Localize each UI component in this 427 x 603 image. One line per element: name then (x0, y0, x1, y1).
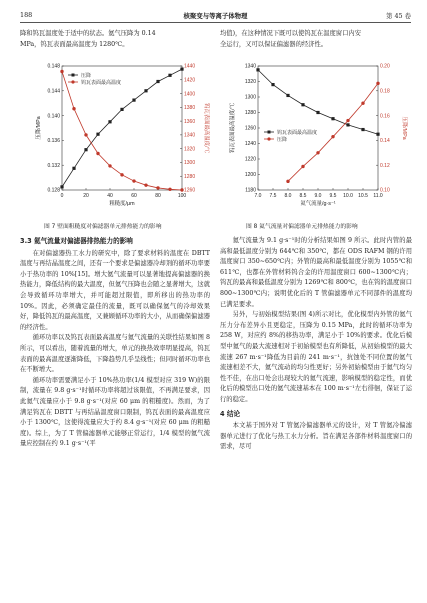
y-right-tick-label: 0.16 (380, 113, 390, 120)
y-right-tick-label: 0.12 (380, 162, 390, 169)
x-tick-label: 20 (83, 193, 89, 199)
legend-marker (268, 131, 271, 134)
data-point (180, 188, 183, 191)
y-left-tick-label: 0.140 (47, 113, 60, 120)
x-axis-label: 氦气流量/g·s⁻¹ (300, 201, 336, 207)
y-right-tick-label: 0.20 (380, 63, 390, 70)
data-point (120, 173, 123, 176)
x-tick-label: 7.0 (254, 193, 262, 199)
legend-marker (267, 137, 270, 140)
y-right-axis-label: 钨瓦表面最高温度/℃ (203, 102, 209, 154)
x-tick-label: 8.0 (284, 193, 292, 199)
paragraph: 循环功率需要满足小于 10%热功率(1/4 模型对应 319 W)的限制，流量在 9.8 g·s⁻¹时循环功率将超过该限值，不再满足要求，因此氦气流量应小于 9.8 g·s⁻¹(对应 60 μm 的粗糙度)。然而，为了满足钨瓦在 DBTT 与再结晶温度窗口限制，钨瓦表面的最高温度应小于 1300℃，这使得流量应大于约 8.4 g·s⁻¹(对应 60 μm 的粗糙度)。综上，为了 T 管偏滤器单元能够正常运行，1/4 模型的氦气流量应控制在约 9.1 g·s⁻¹(平 (20, 376, 210, 448)
y-left-tick-label: 1200 (244, 172, 256, 179)
y-left-tick-label: 1260 (244, 125, 256, 132)
y-left-tick-label: 0.144 (47, 88, 60, 95)
legend-label: 钨瓦表面最高温度 (81, 79, 122, 86)
y-right-tick-label: 1340 (184, 132, 196, 139)
figure-7-chart (34, 58, 210, 218)
data-point (346, 123, 349, 126)
y-left-tick-label: 1300 (244, 94, 256, 101)
data-point (286, 94, 289, 97)
x-tick-label: 40 (107, 193, 113, 199)
legend-marker (72, 74, 75, 77)
x-tick-label: 9.5 (329, 193, 337, 199)
y-left-tick-label: 1340 (244, 63, 256, 70)
paragraph: 在对偏滤器热工水力的研究中，除了要求材料的温度在 DBTT 温度与再结晶温度之间，还有一个要求是偏滤器冷却剂的循环功率要小于热功率的 10%[15]。增大氦气流量可以显著地提高偏滤器的换热能力，降低结构的最大温度，但氦气压降也会随之显著增大，这就会导致循环功率增大，并可能超过限值，即所移出的热功率的 10%。因此，必须确定最佳的流量，既可以确保氦气的冷却效果好，降低钨瓦的最高温度，又兼顾循环功率的大小，从而确保偏滤器的经济性。 (20, 249, 210, 331)
y-right-tick-label: 1360 (184, 118, 196, 125)
data-point (144, 183, 147, 186)
paragraph: 本文基于国外对 T 管氦冷偏滤器单元的设计，对 T 管氦冷偏滤器单元进行了优化与热工水力分析。旨在满足各部件材料温度窗口的需求，尽可 (220, 422, 412, 451)
data-point (316, 111, 319, 114)
y-right-tick-label: 1320 (184, 146, 196, 153)
y-left-tick-label: 1220 (244, 156, 256, 163)
data-point (180, 68, 183, 71)
y-right-tick-label: 0.14 (380, 138, 390, 145)
x-tick-label: 60 (131, 193, 137, 199)
legend-label: 钨瓦表面最高温度 (277, 129, 318, 136)
data-point (301, 103, 304, 106)
legend-label: 压降 (277, 136, 288, 143)
data-point (144, 89, 147, 92)
x-tick-label: 0 (60, 193, 64, 199)
y-right-tick-label: 1380 (184, 105, 196, 112)
figure-8-chart (228, 58, 408, 218)
y-left-tick-label: 1320 (244, 79, 256, 86)
legend-label: 压降 (81, 72, 92, 79)
page-header (20, 11, 411, 23)
left-top-text (20, 29, 210, 50)
y-left-tick-label: 0.128 (47, 187, 60, 194)
x-tick-label: 80 (155, 193, 161, 199)
data-point (156, 80, 159, 83)
text-line: 降和钨瓦温度处于适中的状态。氦气压降为 0.14 (20, 30, 156, 37)
y-right-tick-label: 1260 (184, 187, 196, 194)
section-heading-4: 4 结论 (220, 409, 241, 418)
x-tick-label: 100 (177, 193, 187, 199)
journal-title: 核聚变与等离子体物理 (183, 12, 248, 20)
y-right-axis-label: 压降/MPa (401, 116, 407, 140)
x-tick-label: 11.0 (373, 193, 383, 199)
data-point (316, 151, 319, 154)
plot-frame (258, 66, 378, 190)
y-left-tick-label: 1280 (244, 110, 256, 117)
paragraph: 另外，与初始模型结果(图 4)所示对比，优化模型内外管的氦气压力分布差异小且更稳定，压降为 0.15 MPa，此时的循环功率为 258 W，对应约 8%的移热功率，满足小于 10%的要求。优化后模型中氦气的最大流速相对于初始模型也有所降低，从初始模型的最大流速 267 m·s⁻¹降低为目前的 241 m·s⁻¹，抗蚀处不同位置的氦气流速相差不大，氦气流动的均匀性更好；另外初始模型由于氦气均匀性不佳，在出口处会出现较大的氦气流速，影响模型的稳定性，而优化后的模型出口处的氦气流速基本在 100 m·s⁻¹左右徘徊，保证了运行的稳定。 (220, 311, 412, 403)
data-point (156, 186, 159, 189)
data-point (108, 164, 111, 167)
y-left-tick-label: 1180 (245, 187, 256, 194)
data-point (96, 133, 99, 136)
data-point (376, 82, 379, 85)
x-tick-label: 9.0 (314, 193, 322, 199)
data-point (361, 102, 364, 105)
data-point (84, 148, 87, 151)
data-point (108, 120, 111, 123)
x-axis-label: 粗糙度/μm (109, 201, 135, 207)
y-left-axis-label: 压降/MPa (36, 116, 42, 140)
y-left-tick-label: 0.132 (47, 162, 60, 169)
series-line-1 (62, 72, 182, 190)
text-line: 全运行，又可以保证偏滤器的经济性。 (220, 40, 328, 48)
figure-7-caption: 图 7 壁面粗糙度对偏滤器单元排热能力的影响 (44, 224, 162, 230)
data-point (271, 83, 274, 86)
y-right-tick-label: 0.18 (380, 88, 390, 95)
data-point (301, 165, 304, 168)
data-point (361, 128, 364, 131)
data-point (84, 133, 87, 136)
series-line-0 (258, 70, 378, 134)
data-point (376, 133, 379, 136)
series-line-0 (62, 69, 182, 187)
x-tick-label: 8.5 (299, 193, 307, 199)
data-point (286, 180, 289, 183)
y-right-tick-label: 1280 (184, 173, 196, 180)
right-column-body (220, 236, 412, 453)
data-point (60, 70, 63, 73)
data-point (96, 152, 99, 155)
data-point (168, 188, 171, 191)
figure-8-caption: 图 8 氦气流量对偏滤器单元排热能力的影响 (246, 224, 358, 230)
legend-marker (71, 80, 74, 83)
data-point (168, 74, 171, 77)
data-point (72, 167, 75, 170)
y-right-tick-label: 1300 (184, 160, 196, 167)
text-line: MPa，钨瓦表面最高温度为 1280℃。 (20, 40, 129, 48)
y-left-tick-label: 0.136 (47, 138, 60, 145)
paragraph: 氦气流量为 9.1 g·s⁻¹时的分析结果如图 9 所示。此时内管的最高和最低温度分别为 644℃和 350℃，都在 ODS RAFM 钢的许用温度窗口 350~650℃内；外管的最高和最低温度分别为 1055℃和 611℃，也都在外管材料钨合金的许用温度窗口 600~1300℃内；钨瓦的最高和最低温度分别为 1269℃和 800℃，也在钨的温度窗口 800~1300℃内；说明优化后的 T 管偏滤器单元不同部件的温度均已满足要求。 (220, 237, 412, 308)
page-number: 188 (20, 11, 33, 19)
x-tick-label: 7.5 (269, 193, 277, 199)
y-left-tick-label: 1240 (244, 141, 256, 148)
data-point (132, 179, 135, 182)
data-point (72, 107, 75, 110)
right-top-text (220, 29, 412, 50)
y-right-tick-label: 1440 (184, 63, 196, 70)
data-point (120, 108, 123, 111)
data-point (331, 135, 334, 138)
y-left-axis-label: 钨瓦表面最高温度/℃ (230, 102, 236, 154)
text-line: 均值)，在这种情况下既可以使钨瓦在温度窗口内安 (220, 30, 361, 37)
paragraph: 循环功率以及钨瓦表面最高温度与氦气流量的关联性结果如图 8 所示，可以看出，随着流量的增大，单元的换热效率明显提高，钨瓦表面的最高温度逐渐降低，下降趋势几乎呈线性；但同时循环功率也在不断增大。 (20, 334, 210, 374)
y-left-tick-label: 0.148 (47, 63, 60, 70)
plot-frame (62, 66, 182, 190)
y-right-tick-label: 0.10 (380, 187, 390, 194)
data-point (331, 117, 334, 120)
y-right-tick-label: 1420 (184, 77, 196, 84)
data-point (60, 185, 63, 188)
data-point (346, 119, 349, 122)
y-right-tick-label: 1400 (184, 91, 196, 98)
data-point (256, 68, 259, 71)
x-tick-label: 10.0 (343, 193, 353, 199)
section-heading-3-3: 3.3 氦气流量对偏滤器排热能力的影响 (20, 237, 133, 245)
data-point (132, 99, 135, 102)
left-column-body (20, 236, 210, 450)
volume-label: 第 45 卷 (386, 12, 411, 20)
x-tick-label: 10.5 (358, 193, 368, 199)
